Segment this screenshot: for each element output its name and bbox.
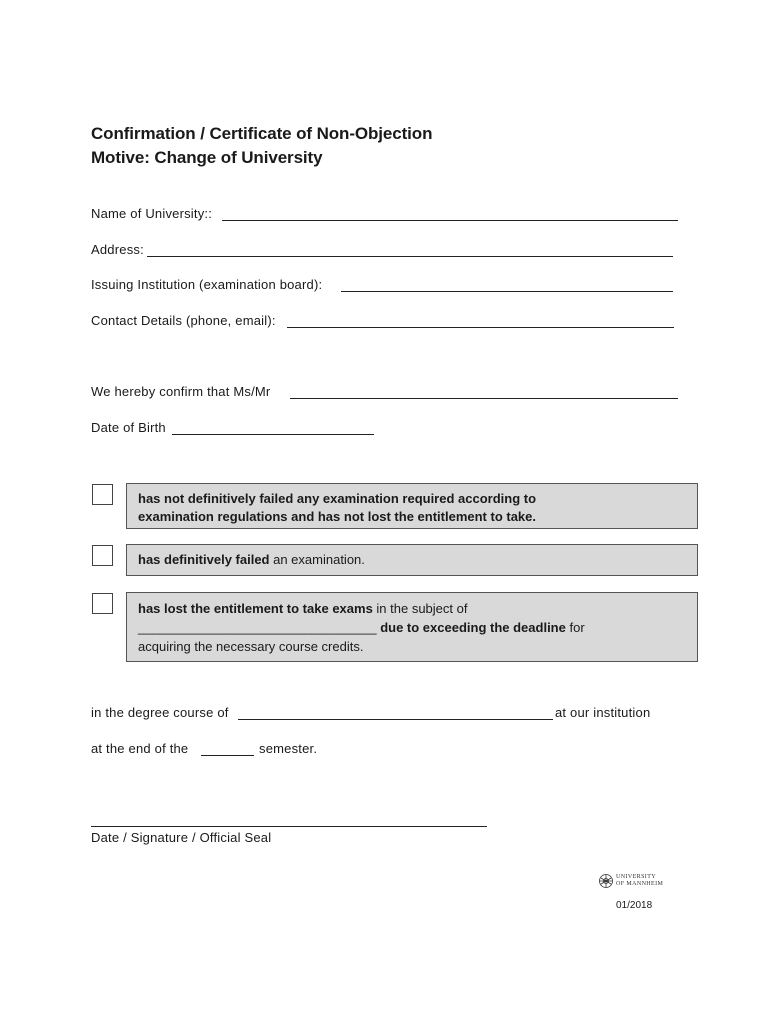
- option-lost-entitlement-text-3: acquiring the necessary course credits.: [138, 639, 364, 654]
- option-failed-box: [126, 544, 698, 576]
- date-of-birth-field[interactable]: [172, 434, 374, 435]
- option-failed-checkbox[interactable]: [92, 545, 113, 566]
- university-logo: [598, 872, 672, 890]
- address-label: Address:: [91, 242, 144, 257]
- signature-line[interactable]: [91, 826, 487, 827]
- option-lost-entitlement-text-2: _________________________________ due to exceeding the deadline for: [138, 620, 585, 635]
- option-not-failed-text-1: has not definitively failed any examination required according to: [138, 491, 537, 506]
- issuing-institution-label: Issuing Institution (examination board):: [91, 277, 323, 292]
- option-lost-entitlement-box: [126, 592, 698, 662]
- option-not-failed-box: [126, 483, 698, 529]
- university-name-field[interactable]: [222, 220, 678, 221]
- signature-label: Date / Signature / Official Seal: [91, 830, 272, 845]
- student-name-field[interactable]: [290, 398, 678, 399]
- address-field[interactable]: [147, 256, 673, 257]
- option-lost-entitlement-text-1: has lost the entitlement to take exams in the subject of: [138, 601, 468, 616]
- confirm-statement-label: We hereby confirm that Ms/Mr: [91, 384, 271, 399]
- university-crest-icon: [598, 873, 614, 889]
- semester-label: at the end of the: [91, 741, 189, 756]
- degree-course-label: in the degree course of: [91, 705, 229, 720]
- issuing-institution-field[interactable]: [341, 291, 673, 292]
- title-line-2: Motive: Change of University: [91, 148, 323, 167]
- form-version: 01/2018: [616, 900, 653, 911]
- option-not-failed-text-2: examination regulations and has not lost the entitlement to take.: [138, 509, 537, 524]
- option-not-failed-checkbox[interactable]: [92, 484, 113, 505]
- degree-course-field[interactable]: [238, 719, 553, 720]
- date-of-birth-label: Date of Birth: [91, 420, 166, 435]
- university-name-label: Name of University::: [91, 206, 213, 221]
- semester-suffix: semester.: [259, 741, 318, 756]
- option-lost-entitlement-checkbox[interactable]: [92, 593, 113, 614]
- degree-course-suffix: at our institution: [555, 705, 651, 720]
- contact-details-label: Contact Details (phone, email):: [91, 313, 276, 328]
- subject-field[interactable]: _________________________________: [138, 620, 377, 635]
- contact-details-field[interactable]: [287, 327, 674, 328]
- option-failed-text: has definitively failed an examination.: [138, 552, 365, 567]
- logo-wordmark: UNIVERSITY OF MANNHEIM: [616, 874, 664, 887]
- title-line-1: Confirmation / Certificate of Non-Objection: [91, 124, 433, 143]
- semester-field[interactable]: [201, 755, 254, 756]
